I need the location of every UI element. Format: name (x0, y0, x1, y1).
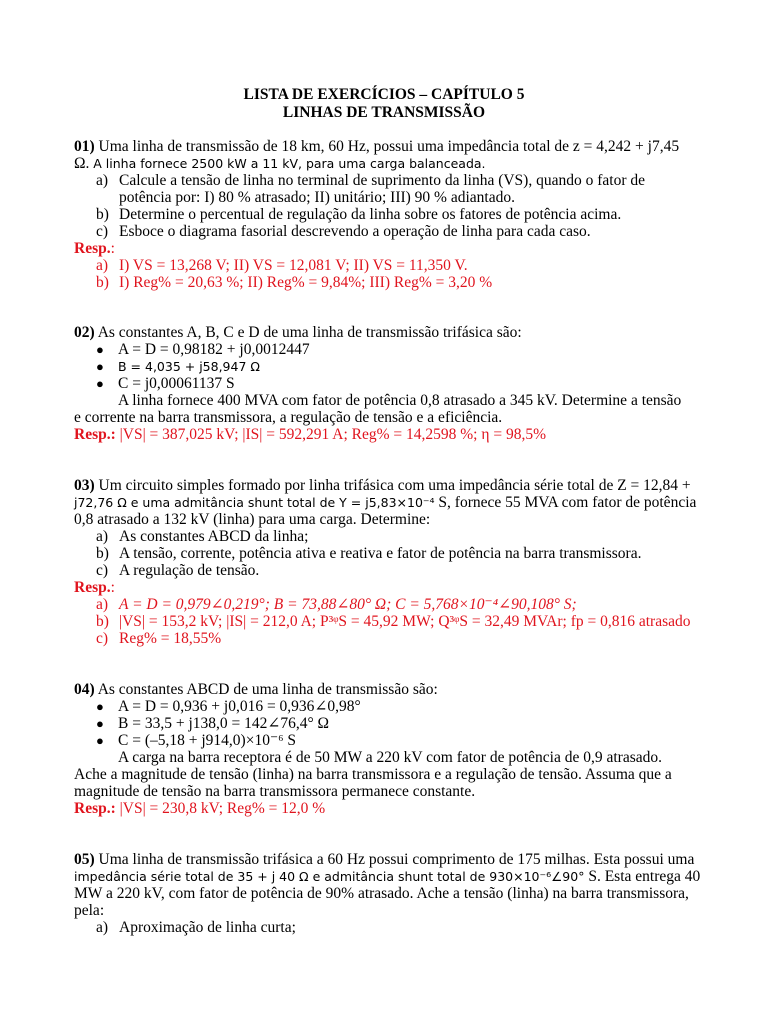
q5-line4: pela: (74, 902, 105, 919)
bullet-icon: ● (96, 716, 104, 731)
q5-line3: MW a 220 kV, com fator de potência de 90% atrasado. Ache a tensão (linha) na barra transmissora, (74, 885, 689, 902)
q1-line2: Ω. A linha fornece 2500 kW a 11 kV, para uma carga balanceada. (74, 155, 486, 172)
q4-answer: Resp.: |VS| = 230,8 kV; Reg% = 12,0 % (74, 800, 326, 817)
q5-number: 05) (74, 851, 95, 868)
bullet-icon: ● (96, 733, 104, 748)
document-page: LISTA DE EXERCÍCIOS – CAPÍTULO 5 LINHAS DE TRANSMISSÃO 01) Uma linha de transmissão de 18 km, 60 Hz, possui uma impedância total de z = 4,242 + j7,45 Ω. A linha fornece 2500 kW a 11 kV, para uma carga balanceada. a) Calcule a tensão de linha no terminal de suprimento da linha (VS), quando o fator de potência por: I) 80 % atrasado; II) unitário; III) 90 % adiantado. b) Determine o percentual de regulação da linha sobre os fatores de potência acima. c) Esboce o diagrama fasorial descrevendo a operação de linha para cada caso. Resp.: a) I) VS = 13,268 V; II) VS = 12,081 V; II) VS = 11,350 V. b) I) Reg% = 20,63 %; II) Reg% = 9,84%; III) Reg% = 3,20 % 02) As constantes A, B, C e D de uma linha de transmissão trifásica são: ● A = D = 0,98182 + j0,0012447 ● B = 4,035 + j58,947 Ω ● C = j0,00061137 S A linha fornece 400 MVA com fator de potência 0,8 atrasado a 345 kV. Determine a tensão e corrente na barra transmissora, a regulação de tensão e a eficiência. Resp.: |VS| = 387,025 kV; |IS| = 592,291 A; Reg% = 14,2598 %; η = 98,5% 03) Um circuito simples formado por linha trifásica com uma impedância série total de Z = 12,84 + j72,76 Ω e uma admitância shunt total de Y = j5,83×10⁻⁴ S, fornece 55 MVA com fator de potência 0,8 atrasado a 132 kV (linha) para uma carga. Determine: a) As constantes ABCD da linha; b) A tensão, corrente, potência ativa e reativa e fator de potência na barra transmissora. c) A regulação de tensão. Resp.: a) A = D = 0,979∠0,219°; B = 73,88∠80° Ω; C = 5,768×10⁻⁴∠90,108° S; b) |VS| = 153,2 kV; |IS| = 212,0 A; P³ᵠS = 45,92 MW; Q³ᵠS = 32,49 MVAr; fp = 0,816 atrasado c) Reg% = 18,55% 04) As constantes ABCD de uma linha de transmissão são: ● A = D = 0,936 + j0,016 = 0,936∠0,98° ● B = 33,5 + j138,0 = 142∠76,4° Ω ● C = (–5,18 + j914,0)×10⁻⁶ S A carga na barra receptora é de 50 MW a 220 kV com fator de potência de 0,9 atrasado. Ache a magnitude de tensão (linha) na barra transmissora e a regulação de tensão. Assuma que a magnitude de tensão na barra transmissora permanece constante. Resp.: |VS| = 230,8 kV; Reg% = 12,0 % 05) Uma linha de transmissão trifásica a 60 Hz possui comprimento de 175 milhas. Esta possui uma impedância série total de 35 + j 40 Ω e admitância shunt total de 930×10⁻⁶∠90° S. Esta entrega 40 MW a 220 kV, com fator de potência de 90% atrasado. Ache a tensão (linha) na barra transmissora, pela: a) Aproximação de linha curta; (0, 0, 768, 1024)
q3-line1: 03) Um circuito simples formado por linha trifásica com uma impedância série total de Z = 12,84 + (74, 477, 691, 494)
bullet-icon: ● (96, 376, 104, 391)
q1-number: 01) (74, 138, 95, 155)
q3-resp-label: Resp.: (74, 579, 115, 596)
q2-answer: Resp.: |VS| = 387,025 kV; |IS| = 592,291 A; Reg% = 14,2598 %; η = 98,5% (74, 426, 546, 443)
page-title: LISTA DE EXERCÍCIOS – CAPÍTULO 5 (243, 86, 525, 103)
bullet-icon: ● (96, 342, 104, 357)
q4-line3: Ache a magnitude de tensão (linha) na barra transmissora e a regulação de tensão. Assuma que a (74, 766, 672, 783)
bullet-icon: ● (96, 699, 104, 714)
q4-line2: A carga na barra receptora é de 50 MW a 220 kV com fator de potência de 0,9 atrasado. (118, 749, 662, 766)
q3-line3: 0,8 atrasado a 132 kV (linha) para uma carga. Determine: (74, 511, 431, 528)
bullet-icon: ● (96, 359, 104, 374)
q3-line2: j72,76 Ω e uma admitância shunt total de Y = j5,83×10⁻⁴ S, fornece 55 MVA com fator de potência (74, 494, 697, 511)
page-subtitle: LINHAS DE TRANSMISSÃO (282, 104, 486, 121)
q2-line2: A linha fornece 400 MVA com fator de potência 0,8 atrasado a 345 kV. Determine a tensão (118, 392, 682, 409)
q5-line2: impedância série total de 35 + j 40 Ω e admitância shunt total de 930×10⁻⁶∠90° S. Esta entrega 40 (74, 868, 701, 885)
q5-line1: 05) Uma linha de transmissão trifásica a 60 Hz possui comprimento de 175 milhas. Esta possui uma (74, 851, 695, 868)
q4-line4: magnitude de tensão na barra transmissora permanece constante. (74, 783, 476, 800)
q3-number: 03) (74, 477, 95, 494)
q2-line1: 02) As constantes A, B, C e D de uma linha de transmissão trifásica são: (74, 324, 522, 341)
q2-line3: e corrente na barra transmissora, a regulação de tensão e a eficiência. (74, 409, 503, 426)
q4-number: 04) (74, 681, 95, 698)
q1-resp-label: Resp.: (74, 240, 115, 257)
q4-line1: 04) As constantes ABCD de uma linha de transmissão são: (74, 681, 438, 698)
q1-line1: 01) Uma linha de transmissão de 18 km, 60 Hz, possui uma impedância total de z = 4,242 + j7,45 (74, 138, 680, 155)
q2-number: 02) (74, 324, 95, 341)
q1-item-a-cont: potência por: I) 80 % atrasado; II) unitário; III) 90 % adiantado. (119, 189, 515, 206)
